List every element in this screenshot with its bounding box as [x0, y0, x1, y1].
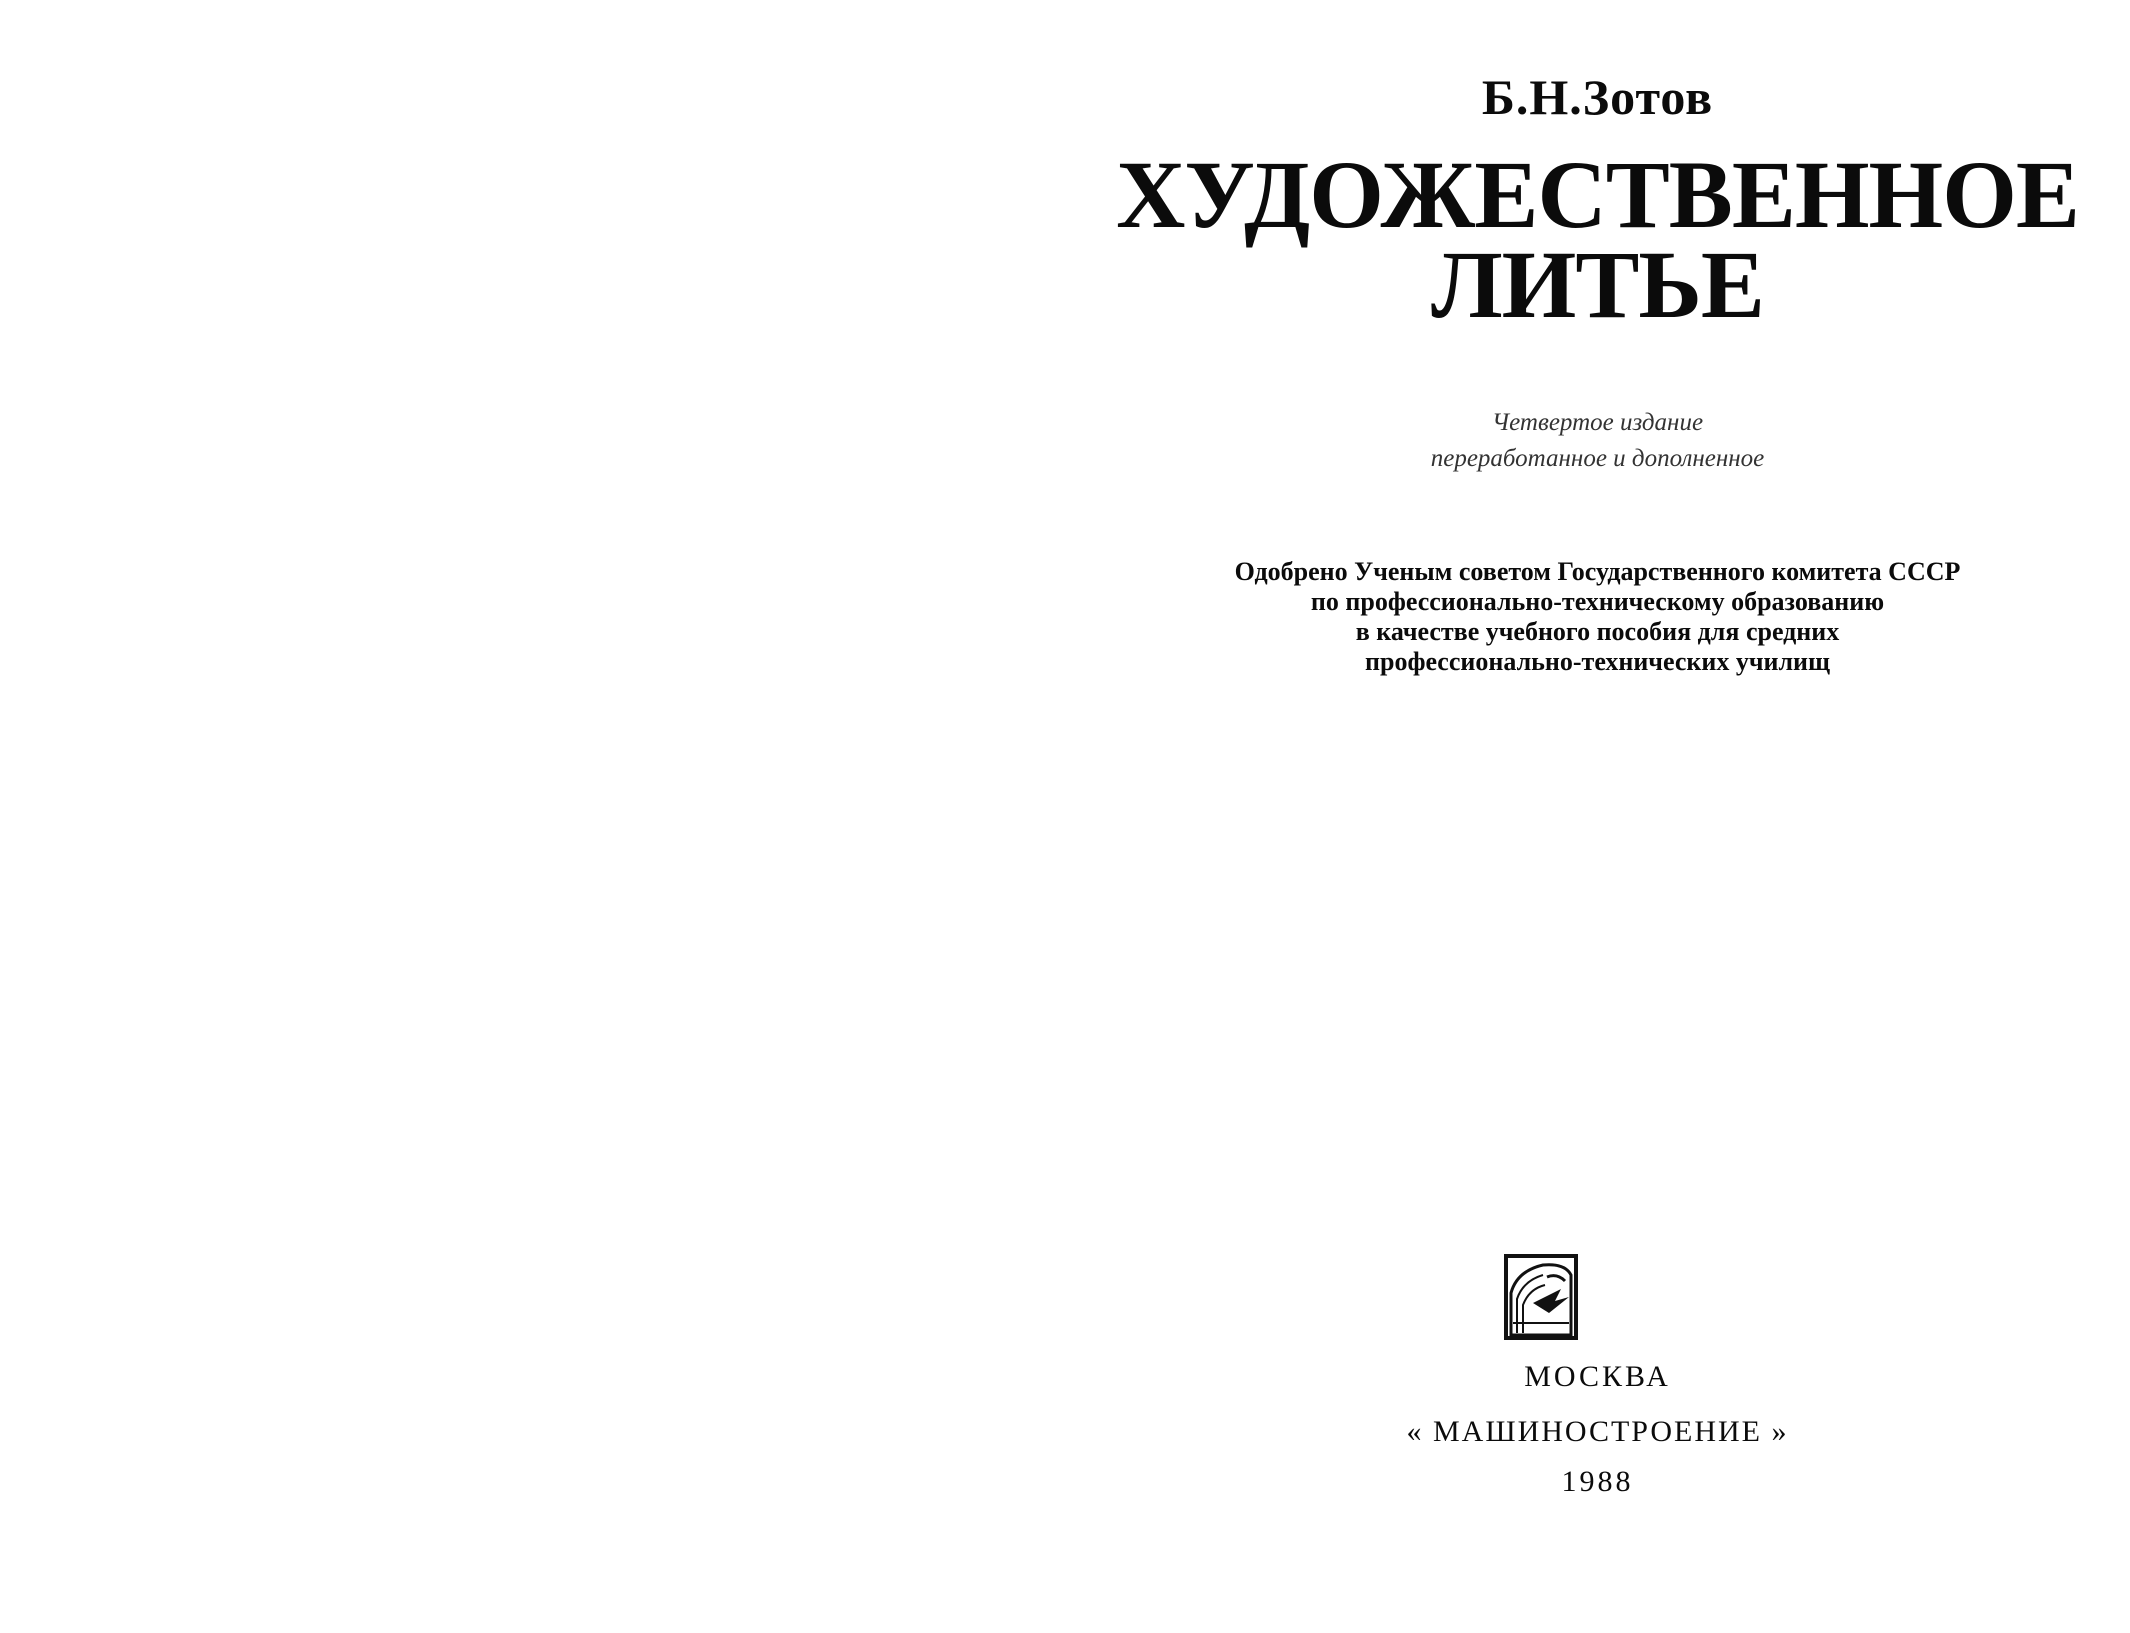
publication-year: 1988 [1561, 1465, 1634, 1498]
title-page [1065, 0, 2130, 1633]
approval-note [1065, 557, 2130, 677]
approval-line-2: по профессионально-техническому образованию [1310, 587, 1885, 616]
title-line-1: ХУДОЖЕСТВЕННОЕ [1116, 141, 2079, 248]
publisher-emblem-icon [1503, 1253, 1579, 1341]
book-title [1065, 141, 2130, 338]
approval-line-3: в качестве учебного пособия для средних [1355, 617, 1840, 646]
publisher-name: « МАШИНОСТРОЕНИЕ » [1406, 1415, 1789, 1448]
edition-line-1: Четвертое издание [1491, 409, 1704, 436]
author-name: Б.Н.Зотов [1481, 69, 1714, 125]
edition-line-2: переработанное и дополненное [1430, 445, 1765, 472]
title-line-2: ЛИТЬЕ [1431, 231, 1764, 338]
approval-line-4: профессионально-технических училищ [1365, 647, 1830, 676]
edition-note [1065, 405, 2130, 477]
approval-line-1: Одобрено Ученым советом Государственного комитета СССР [1234, 557, 1961, 586]
publication-city: МОСКВА [1524, 1360, 1671, 1393]
